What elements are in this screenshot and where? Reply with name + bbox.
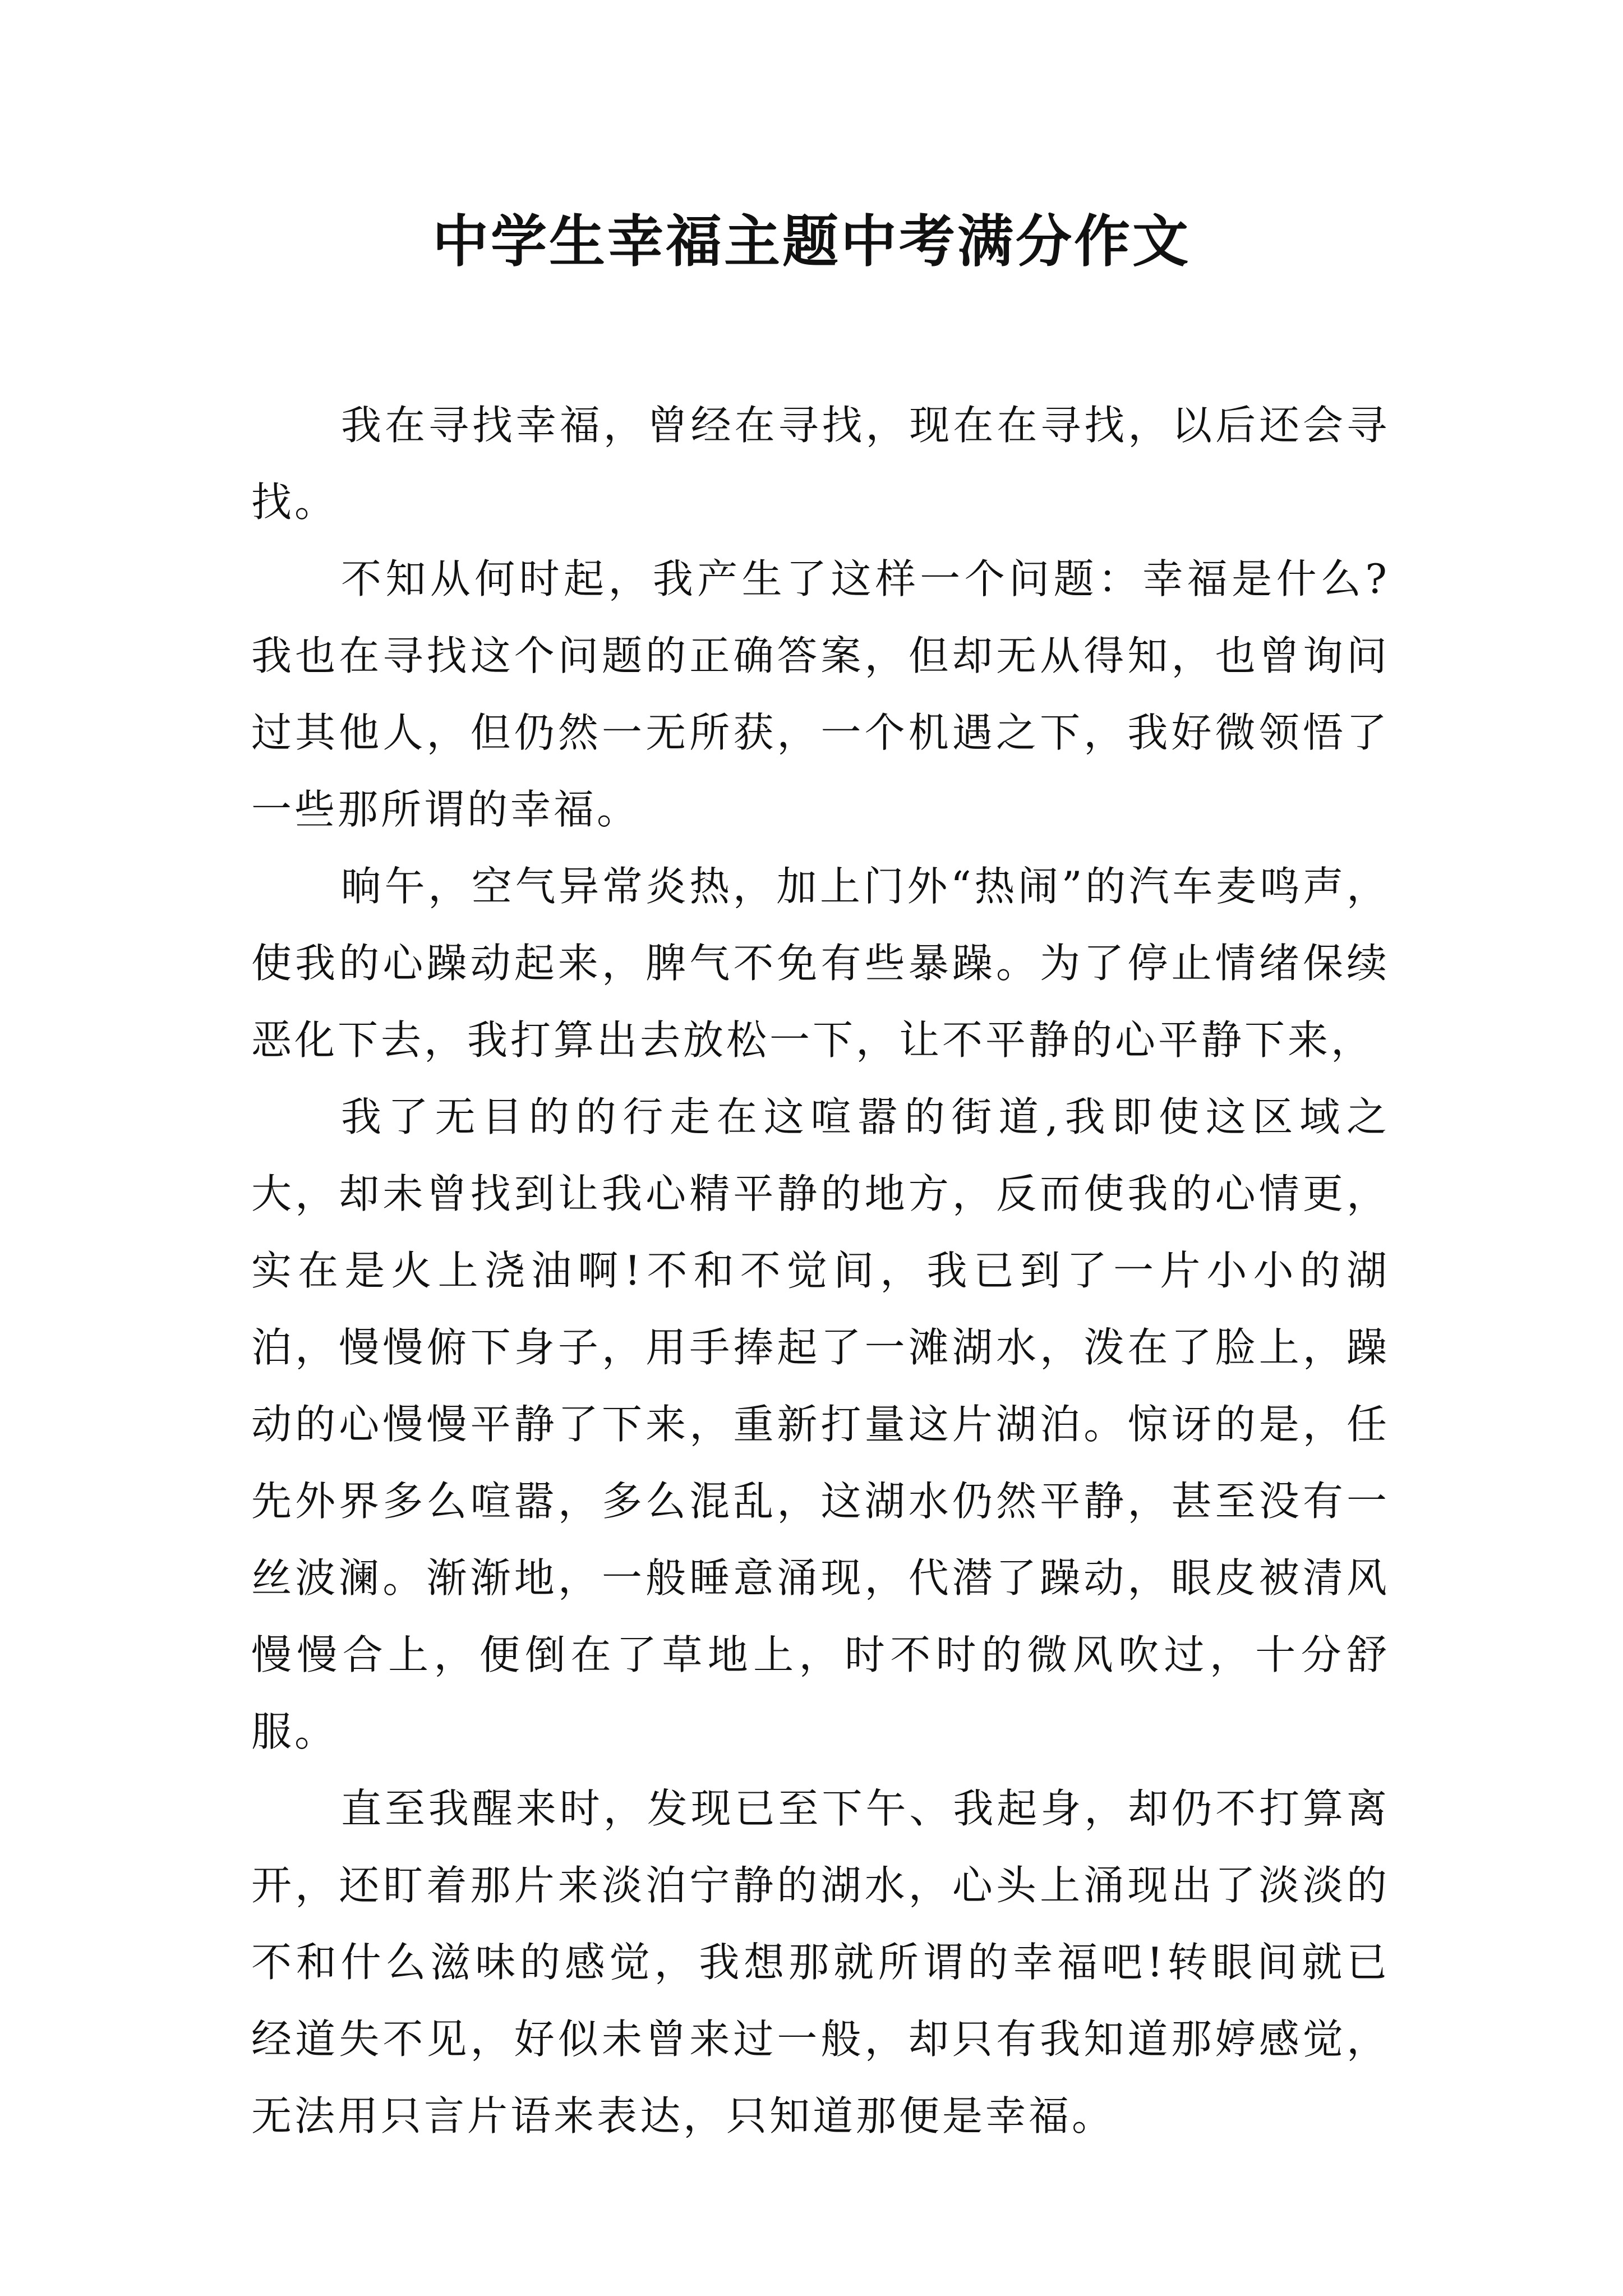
essay-paragraph-2: 不知从何时起，我产生了这样一个问题：幸福是什么?我也在寻找这个问题的正确答案，但却无从得知，也曾询问过其他人，但仍然一无所获，一个机遇之下，我好微领悟了一些那所谓的幸福。	[251, 555, 1390, 833]
essay-paragraph-3: 晌午，空气异常炎热，加上门外“热闹”的汽车麦鸣声，使我的心躁动起来，脾气不免有些暴躁。为了停止情绪保续恶化下去，我打算出去放松一下，让不平静的心平静下来，	[251, 863, 1390, 1064]
essay-paragraph-4: 我了无目的的行走在这喧嚣的街道,我即使这区域之大，却未曾找到让我心精平静的地方，反而使我的心情更，实在是火上浇油啊!不和不觉间，我已到了一片小小的湖泊，慢慢俯下身子，用手捧起了一滩湖水，泼在了脸上，躁动的心慢慢平静了下来，重新打量这片湖泊。惊讶的是，任先外界多么喧嚣，多么混乱，这湖水仍然平静，甚至没有一丝波澜。渐渐地，一般睡意涌现，代潜了躁动，眼皮被清风慢慢合上，便倒在了草地上，时不时的微风吹过，十分舒服。	[251, 1093, 1390, 1755]
document-title: 中学生幸福主题中考满分作文	[432, 208, 1191, 274]
essay-paragraph-5: 直至我醒来时，发现已至下午、我起身，却仍不打算离开，还盯着那片来淡泊宁静的湖水，心头上涌现出了淡淡的不和什么滋味的感觉，我想那就所谓的幸福吧!转眼间就已经道失不见，好似未曾来过一般，却只有我知道那婷感觉，无法用只言片语来表达，只知道那便是幸福。	[251, 1785, 1390, 2139]
essay-paragraph-1: 我在寻找幸福，曾经在寻找，现在在寻找，以后还会寻找。	[251, 402, 1390, 526]
essay-body	[251, 387, 1390, 2155]
